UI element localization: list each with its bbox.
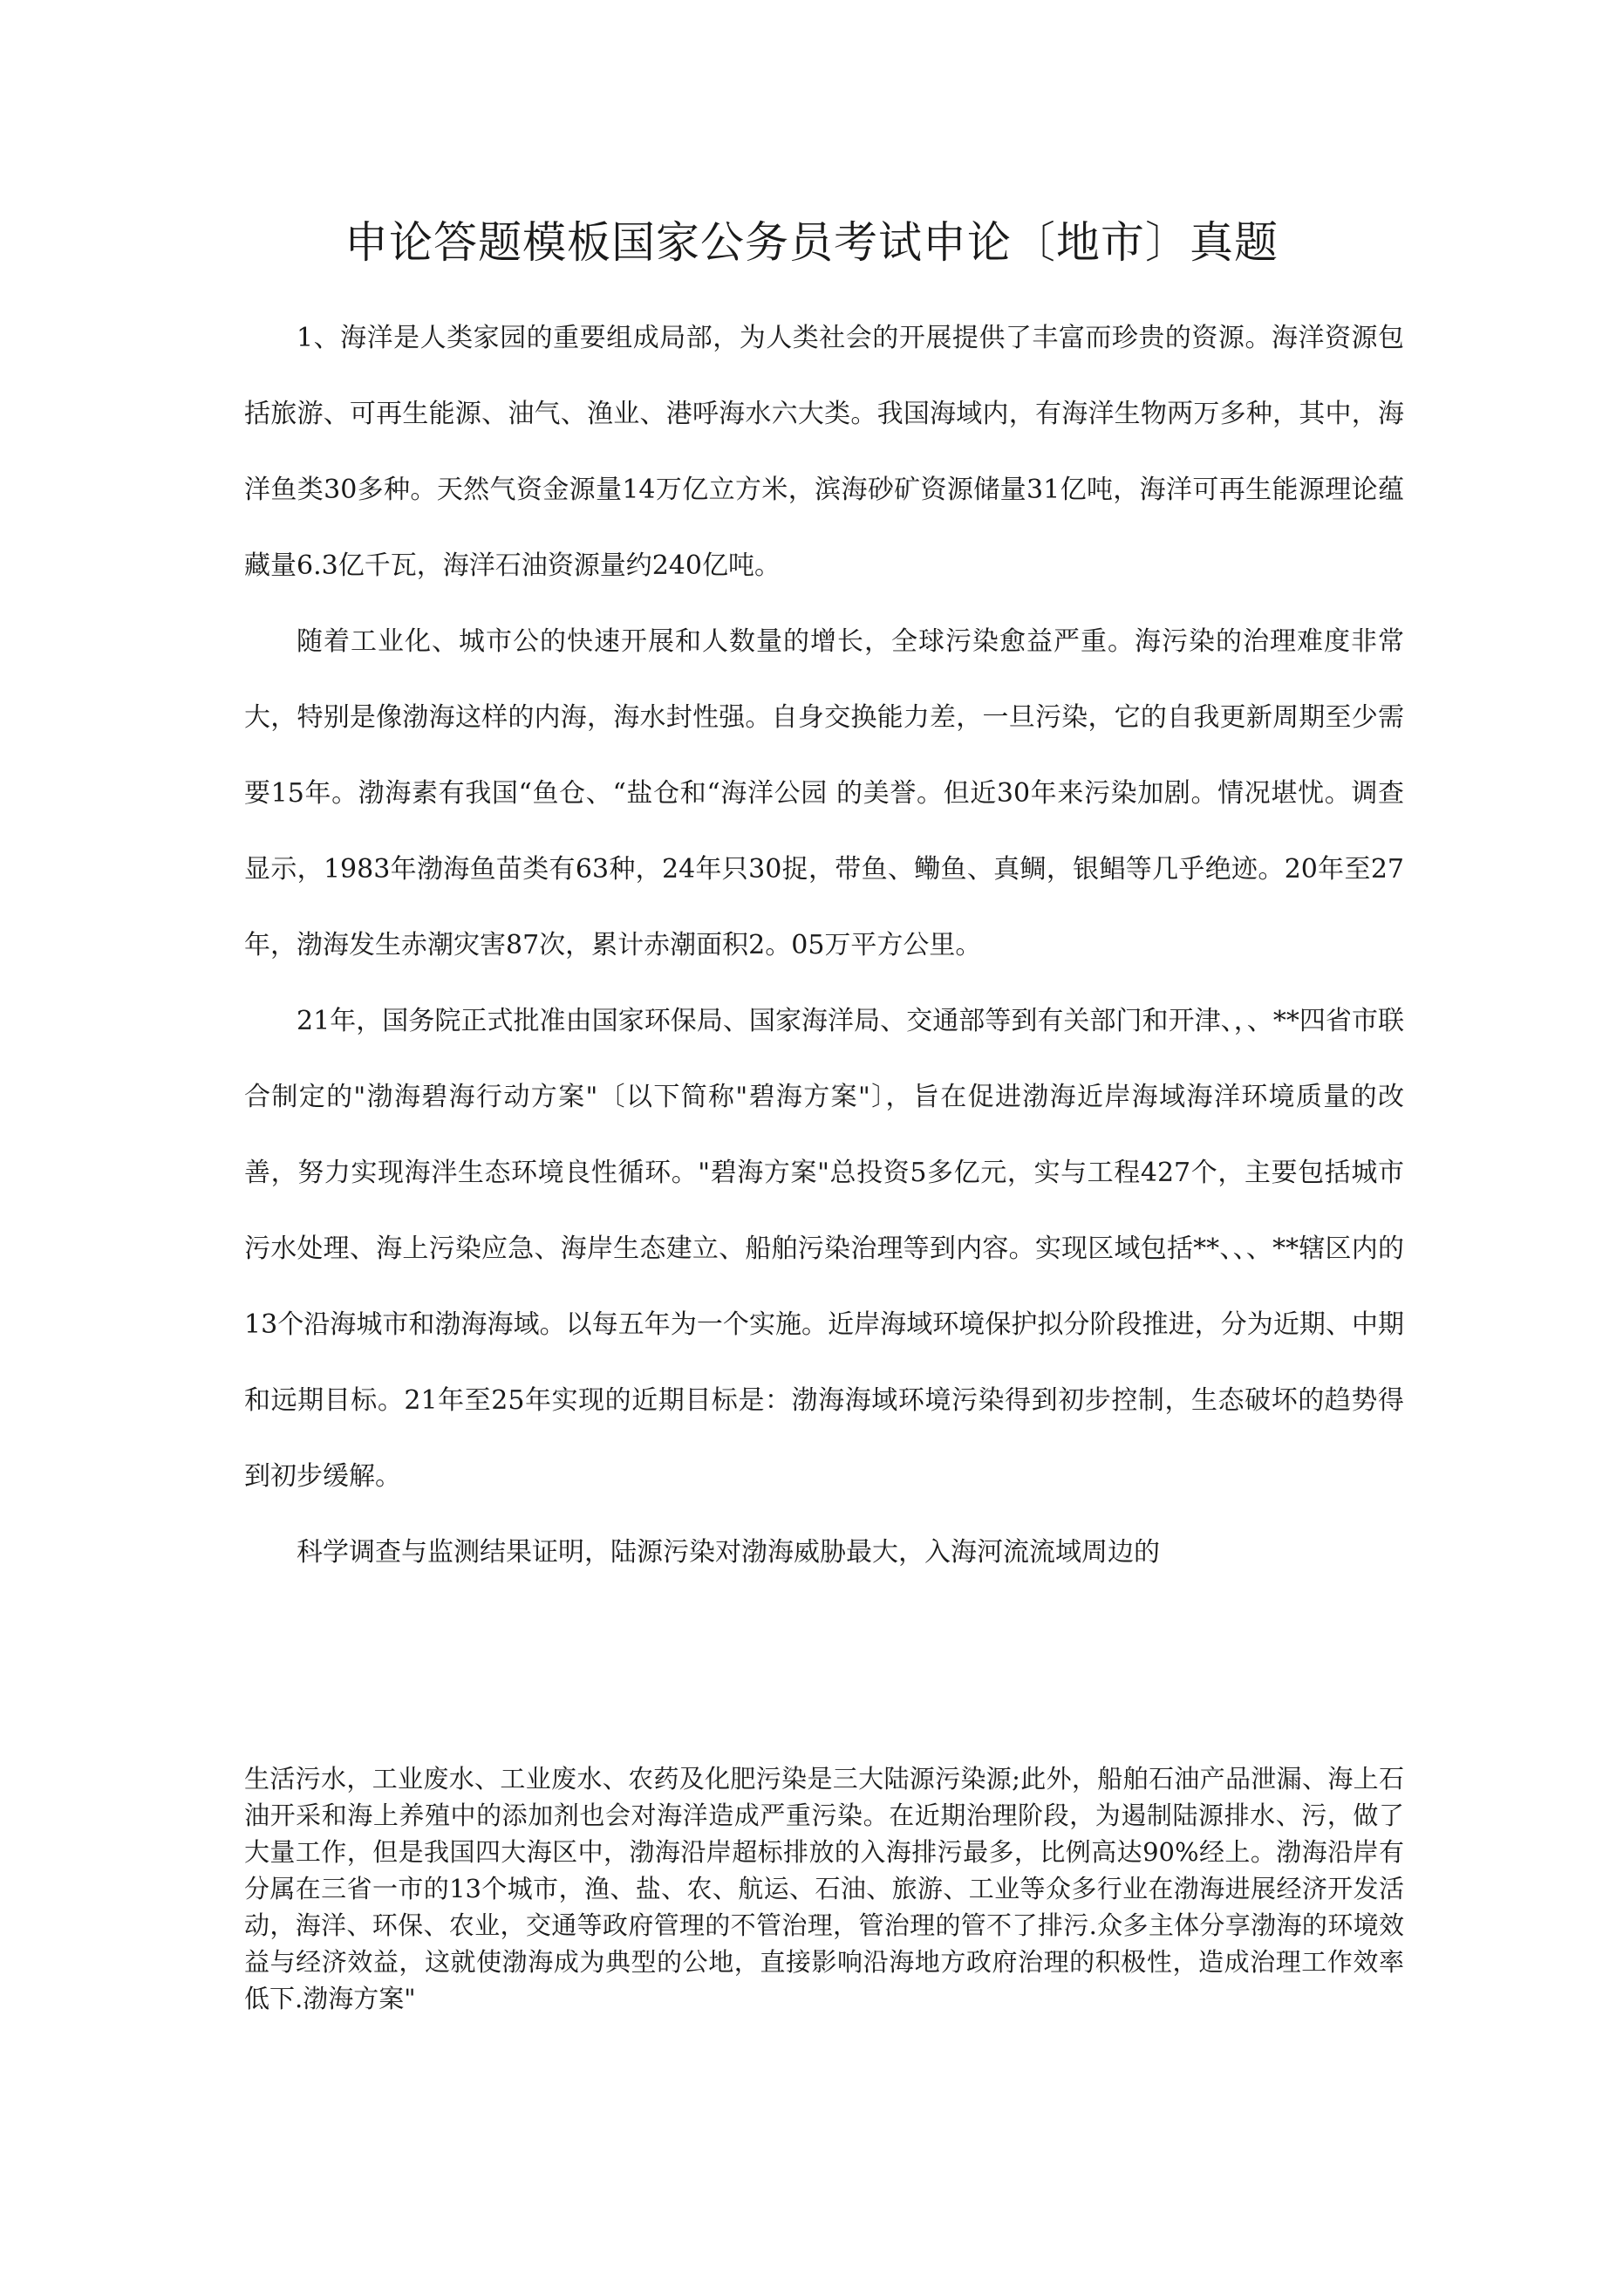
paragraph-resources: 1、海洋是人类家园的重要组成局部，为人类社会的开展提供了丰富而珍贵的资源。海洋资源包括旅游、可再生能源、油气、渔业、港呼海水六大类。我国海域内，有海洋生物两万多种，其中，海洋鱼类30多种。天然气资金源量14万亿立方米，滨海砂矿资源储量31亿吨，海洋可再生能源理论蕴藏量6.3亿千瓦，海洋石油资源量约240亿吨。 [244, 323, 1404, 581]
document-title: 申论答题模板国家公务员考试申论〔地市〕真题 [344, 217, 1279, 268]
paragraph-pollution: 随着工业化、城市公的快速开展和人数量的增长，全球污染愈益严重。海污染的治理难度非常大，特别是像渤海这样的内海，海水封性强。自身交换能力差，一旦污染，它的自我更新周期至少需要15年。渤海素有我国“鱼仓、“盐仓和“海洋公园 的美誉。但近30年来污染加剧。情况堪忧。调查显示，1983年渤海鱼苗类有63种，24年只30捉，带鱼、鳓鱼、真鲷，银鲳等几乎绝迹。20年至27年，渤海发生赤潮灾害87次，累计赤潮面积2。05万平方公里。 [244, 626, 1404, 960]
paragraph-continuation: 生活污水，工业废水、工业废水、农药及化肥污染是三大陆源污染源;此外，船舶石油产品泄漏、海上石油开采和海上养殖中的添加剂也会对海洋造成严重污染。在近期治理阶段，为遏制陆源排水、污，做了大量工作，但是我国四大海区中，渤海沿岸超标排放的入海排污最多，比例高达90%经上。渤海沿岸有分属在三省一市的13个城市，渔、盐、农、航运、石油、旅游、工业等众多行业在渤海进展经济开发活动，海洋、环保、农业，交通等政府管理的不管治理，管治理的管不了排污.众多主体分享渤海的环境效益与经济效益，这就使渤海成为典型的公地，直接影响沿海地方政府治理的积极性，造成治理工作效率低下.渤海方案" [244, 1764, 1404, 2013]
main-text-section [244, 300, 1404, 1590]
paragraph-action-plan: 21年，国务院正式批准由国家环保局、国家海洋局、交通部等到有关部门和开津、，、**四省市联合制定的"渤海碧海行动方案"〔以下简称"碧海方案"〕，旨在促进渤海近岸海域海洋环境质量的改善，努力实现海泮生态环境良性循环。"碧海方案"总投资5多亿元，实与工程427个，主要包括城市污水处理、海上污染应急、海岸生态建立、船舶污染治理等到内容。实现区域包括**、、、**辖区内的13个沿海城市和渤海海域。以每五年为一个实施。近岸海域环境保护拟分阶段推进，分为近期、中期和远期目标。21年至25年实现的近期目标是：渤海海域环境污染得到初步控制，生态破坏的趋势得到初步缓解。 [244, 1006, 1404, 1492]
paragraph-survey: 科学调查与监测结果证明，陆源污染对渤海威胁最大，入海河流流域周边的 [297, 1537, 1160, 1568]
continuation-section [244, 1760, 1404, 2017]
